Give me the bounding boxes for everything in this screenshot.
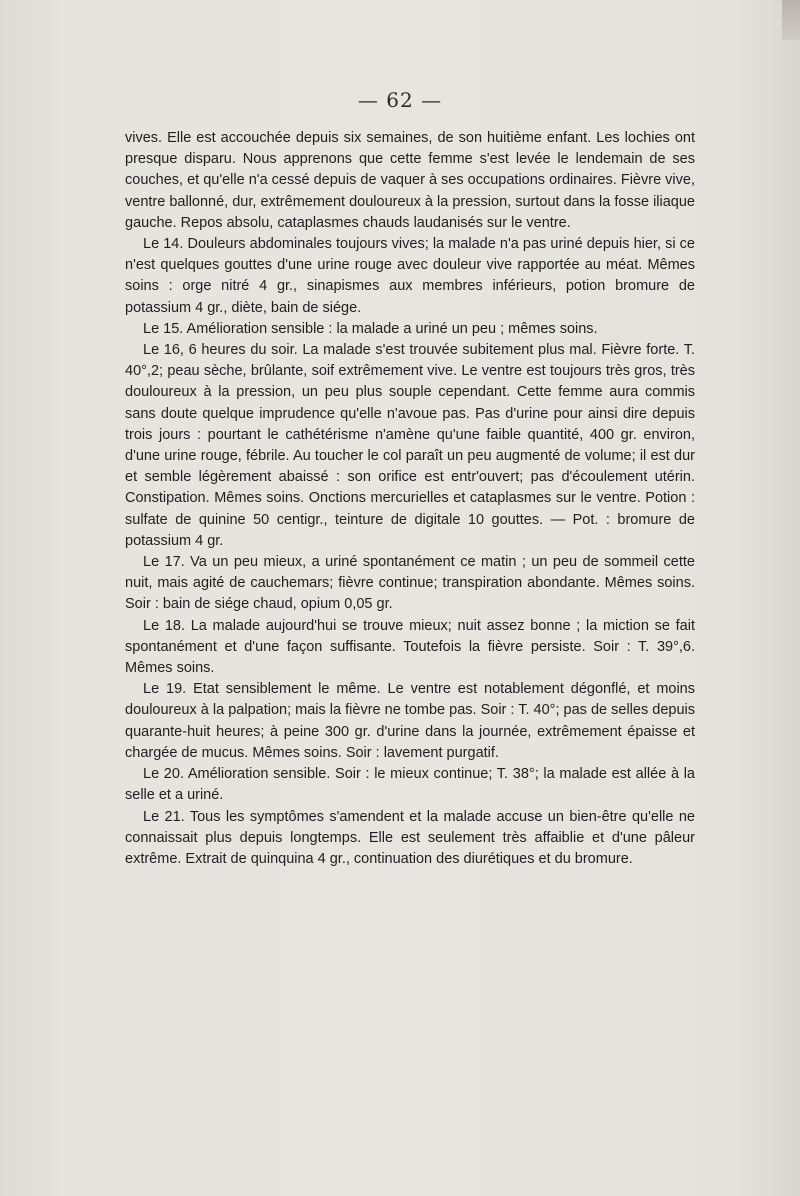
page-corner-shadow (782, 0, 800, 40)
paragraph-day-15: Le 15. Amélioration sensible : la malade a uriné un peu ; mêmes soins. (143, 320, 598, 337)
paragraph-day-18: Le 18. La malade aujourd'hui se trouve mieux; nuit assez bonne ; la miction se fait spontanément et d'une façon suffisante. Toutefois la fièvre persiste. Soir : T. 39°,6. Mêmes soins. (125, 617, 695, 677)
paragraph-day-20: Le 20. Amélioration sensible. Soir : le mieux continue; T. 38°; la malade est allée à la selle et a uriné. (125, 766, 695, 804)
body-text (125, 128, 695, 870)
paragraph-day-14: Le 14. Douleurs abdominales toujours vives; la malade n'a pas uriné depuis hier, si ce n'est quelques gouttes d'une urine rouge avec douleur vive rapportée au méat. Mêmes soins : orge nitré 4 gr., sinapismes aux membres inférieurs, potion bromure de potassium 4 gr., diète, bain de siége. (125, 236, 695, 316)
paragraph-day-17: Le 17. Va un peu mieux, a uriné spontanément ce matin ; un peu de sommeil cette nuit, mais agité de cauchemars; fièvre continue; transpiration abondante. Mêmes soins. Soir : bain de siége chaud, opium 0,05 gr. (125, 554, 695, 613)
paragraph-day-16: Le 16, 6 heures du soir. La malade s'est trouvée subitement plus mal. Fièvre forte. T. 40°,2; peau sèche, brûlante, soif extrêmement vive. Le ventre est toujours très gros, très douloureux à la pression, un peu plus souple cependant. Cette femme aura commis sans doute quelque imprudence qu'elle n'avoue pas. Pas d'urine pour ainsi dire depuis trois jours : pourtant le cathétérisme n'amène qu'une faible quantité, 400 gr. environ, d'une urine rouge, fébrile. Au toucher le col paraît un peu augmenté de volume; il est dur et semble légèrement abaissé : son orifice est entr'ouvert; pas d'écoulement utérin. Constipation. Mêmes soins. Onctions mercurielles et cataplasmes sur le ventre. Potion : sulfate de quinine 50 centigr., teinture de digitale 10 gouttes. — Pot. : bromure de potassium 4 gr. (125, 342, 695, 549)
paragraph-continuation: vives. Elle est accouchée depuis six semaines, de son huitième enfant. Les lochies ont presque disparu. Nous apprenons que cette femme s'est levée le lendemain de ses couches, et qu'elle n'a cessé depuis de vaquer à ses occupations ordinaires. Fièvre vive, ventre ballonné, dur, extrêmement douloureux à la pression, surtout dans la fosse iliaque gauche. Repos absolu, cataplasmes chauds laudanisés sur le ventre. (125, 130, 695, 231)
page-number: — 62 — (357, 88, 443, 112)
paragraph-day-19: Le 19. Etat sensiblement le même. Le ventre est notablement dégonflé, et moins douloureux à la palpation; mais la fièvre ne tombe pas. Soir : T. 40°; pas de selles depuis quarante-huit heures; à peine 300 gr. d'urine dans la journée, extrêmement épaisse et chargée de mucus. Mêmes soins. Soir : lavement purgatif. (125, 681, 695, 761)
paragraph-day-21: Le 21. Tous les symptômes s'amendent et la malade accuse un bien-être qu'elle ne connaissait plus depuis longtemps. Elle est seulement très affaiblie et d'une pâleur extrême. Extrait de quinquina 4 gr., continuation des diurétiques et du bromure. (125, 808, 695, 867)
